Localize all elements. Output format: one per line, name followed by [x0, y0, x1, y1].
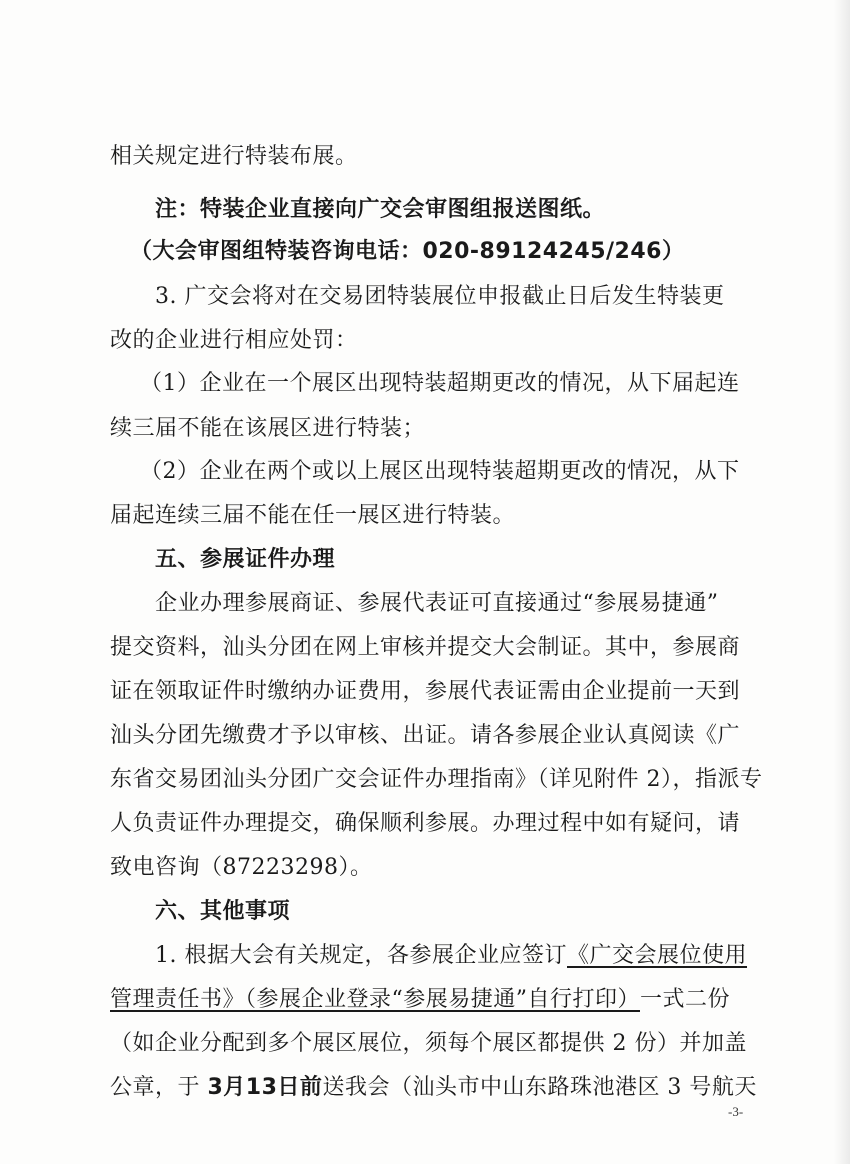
section-5-para-line-2: 提交资料，汕头分团在网上审核并提交大会制证。其中，参展商	[110, 635, 741, 660]
section-5-para-line-3: 证在领取证件时缴纳办证费用，参展代表证需由企业提前一天到	[110, 679, 741, 704]
penalty-1-line-a: （1）企业在一个展区出现特装超期更改的情况，从下届起连	[140, 371, 740, 396]
section-5-para-line-7: 致电咨询（87223298）。	[110, 855, 373, 880]
section-6-item-1-line-1	[155, 941, 750, 971]
item-1-text: 1. 根据大会有关规定，各参展企业应签订	[155, 943, 567, 968]
note-line: 注：特装企业直接向广交会审图组报送图纸。	[155, 197, 606, 222]
section-5-para-line-4: 汕头分团先缴费才予以审核、出证。请各参展企业认真阅读《广	[110, 723, 741, 748]
text-line-3a: 3. 广交会将对在交易团特装展位申报截止日后发生特装更	[155, 284, 725, 309]
responsibility-doc-title-b: 管理责任书》（参展企业登录“参展易捷通”自行打印）	[110, 987, 640, 1012]
section-6-heading: 六、其他事项	[155, 899, 291, 924]
responsibility-doc-title-a: 《广交会展位使用	[567, 943, 748, 968]
section-5-para-line-1: 企业办理参展商证、参展代表证可直接通过“参展易捷通”	[155, 591, 719, 616]
section-6-item-1-line-2	[110, 985, 750, 1015]
section-5-heading: 五、参展证件办理	[155, 547, 336, 572]
penalty-1-line-b: 续三届不能在该展区进行特装；	[110, 416, 426, 441]
penalty-2-line-b: 届起连续三届不能在任一展区进行特装。	[110, 503, 516, 528]
seal-text: 公章，于	[110, 1075, 208, 1100]
section-5-para-line-5: 东省交易团汕头分团广交会证件办理指南》（详见附件 2），指派专	[110, 767, 763, 792]
text-line-3b: 改的企业进行相应处罚：	[110, 328, 358, 353]
section-6-item-1-line-4	[110, 1073, 757, 1103]
deadline-date: 3月13日前	[207, 1075, 323, 1100]
consult-phone-line: （大会审图组特装咨询电话：020-89124245/246）	[130, 239, 685, 264]
copies-text: 一式二份	[640, 987, 731, 1012]
penalty-2-line-a: （2）企业在两个或以上展区出现特装超期更改的情况，从下	[140, 459, 740, 484]
page-edge-shadow	[834, 0, 850, 1164]
section-5-para-line-6: 人负责证件办理提交，确保顺利参展。办理过程中如有疑问，请	[110, 811, 741, 836]
section-6-item-1-line-3: （如企业分配到多个展区展位，须每个展区都提供 2 份）并加盖	[110, 1031, 747, 1056]
page-number: -3-	[728, 1104, 744, 1119]
address-text: 送我会（汕头市中山东路珠池港区 3 号航天	[322, 1075, 757, 1100]
text-line-1: 相关规定进行特装布展。	[110, 144, 358, 169]
